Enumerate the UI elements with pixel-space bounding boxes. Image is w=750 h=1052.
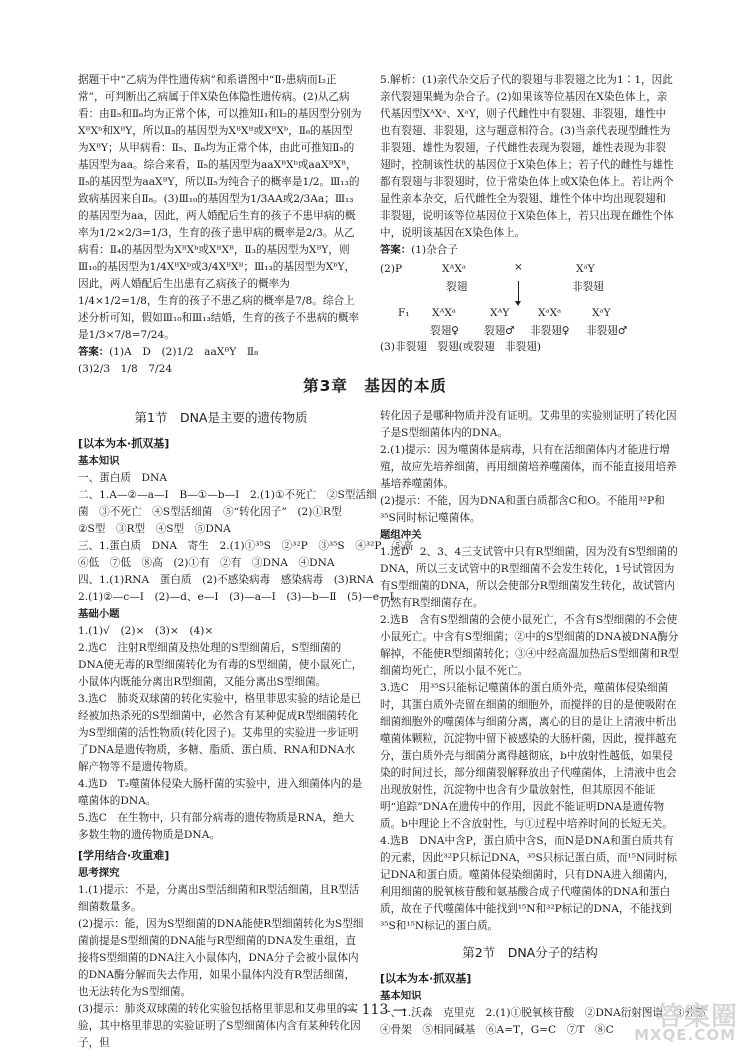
- answer-right-3: (3)非裂翅 裂翅(或裂翅 非裂翅): [380, 341, 541, 353]
- cross-f1-genotype: XᵃY: [592, 307, 611, 319]
- cross-p-label: (2)P: [380, 263, 403, 275]
- answer-item: 1.(1)提示：不是，分离出S型活细菌和R型活细菌，且R型活细菌数量多。: [78, 884, 360, 913]
- fill-line: ②S型 ③R型 ④S型 ⑤DNA: [78, 523, 231, 535]
- question-item: 4.选B DNA中含P，蛋白质中含S，而N是DNA和蛋白质共有的元素，因此³²P只标记DNA，³⁵S只标记蛋白质，而¹⁵N同时标记DNA和蛋白质。噬菌体侵染细菌时，只有DNA进入细菌内，利用细菌的脱氧核苷酸和氨基酸合成子代噬菌体的DNA和蛋白质，故在子代噬菌体中能找到¹⁵N和³²P标记的DNA，不能找到³⁵S和¹⁵N标记的蛋白质。: [380, 835, 678, 932]
- fill-line: 菌 ③不死亡 ④S型活细菌 ⑤“转化因子” (2)①R型: [78, 506, 342, 518]
- fill-line: 三、1.蛋白质 DNA 寄生 2.(1)①³⁵S ②³²P ③³⁵S ④³²P ⑤高: [78, 540, 414, 552]
- section-title: 第1节 DNA是主要的遗传物质: [134, 410, 308, 425]
- down-arrow-icon: [518, 281, 519, 303]
- question-item: 2.选C 注射R型细菌及热处理的S型细菌后，S型细菌的DNA使无毒的R型细菌转化为有毒的S型细菌，使小鼠死亡，小鼠体内既能分离出R型细菌，又能分离出S型细菌。: [78, 642, 363, 688]
- watermark-url: MXQE.COM: [634, 1026, 736, 1044]
- question-item: 4.选D T₂噬菌体侵染大肠杆菌的实验中，进入细菌体内的是噬菌体的DNA。: [78, 778, 363, 807]
- fill-line: 二、1.A—②—a—Ⅰ B—①—b—Ⅰ 2.(1)①不死亡 ②S型活细: [78, 489, 377, 501]
- question-item: 1.(1)√ (2)× (3)× (4)×: [78, 625, 214, 637]
- cross-f1-label: F₁: [398, 307, 410, 319]
- subheading: 基本知识: [78, 455, 120, 467]
- answer-line-2: (3)2/3 1/8 7/24: [78, 363, 173, 375]
- question-item: 3.选C 肺炎双球菌的转化实验中，格里菲思实验的结论是已经被加热杀死的S型细菌中，必然含有某种促成R型细菌转化为S型细菌的活性物质(转化因子)。艾弗里的实验进一步证明了DNA是遗传物质，多糖、脂质、蛋白质、RNA和DNA水解产物等不是遗传物质。: [78, 693, 362, 773]
- cross-f1-phenotype: 非裂翅♀: [530, 325, 570, 337]
- cross-p-female-pheno: 裂翅: [446, 281, 468, 293]
- fill-line: ④骨架 ⑤相同碱基 ⑥A=T，G=C ⑦T ⑧C: [380, 1024, 614, 1036]
- fill-line: 2.(1)②—c—Ⅰ (2)—d、e—Ⅰ (3)—a—Ⅰ (3)—b—Ⅱ (5)—e—Ⅰ: [78, 591, 394, 603]
- top-left-column: [78, 72, 362, 378]
- question-item: 3.选C 用³⁵S只能标记噬菌体的蛋白质外壳，噬菌体侵染细菌时，其蛋白质外壳留在细菌的细胞外，而搅拌的目的是使吸附在细菌细胞外的噬菌体与细菌分离，离心的目的是让上清液中析出噬菌体颗粒，沉淀物中留下被感染的大肠杆菌，因此，搅拌越充分，蛋白质外壳与细菌分离得越彻底，b中放射性越低，如果侵染的时间过长，部分细菌裂解释放出子代噬菌体，上清液中也会出现放射性，沉淀物中也含有少量放射性，但其原因不能证明“追踪”DNA在遗传中的作用，因此不能证明DNA是遗传物质。b中理论上不含放射性，与①过程中培养时间的长短无关。: [380, 682, 677, 830]
- cross-f1-phenotype: 裂翅♀: [430, 325, 459, 337]
- fill-line: 一、蛋白质 DNA: [78, 472, 167, 484]
- question-item: 1.选D 2、3、4三支试管中只有R型细菌，因为没有S型细菌的DNA，所以三支试管中的R型细菌不会发生转化，1号试管因为有S型细菌的DNA，所以会使部分R型细菌发生转化，故试管内仍然有R型细菌存在。: [380, 546, 678, 609]
- chapter-title: 第3章 基因的本质: [303, 377, 447, 395]
- answer-item: 2.(1)提示：因为噬菌体是病毒，只有在活细菌体内才能进行增殖，故应先培养细菌，再用细菌培养噬菌体，而不能直接用培养基培养噬菌体。: [380, 444, 677, 490]
- cross-sign: ×: [514, 261, 523, 273]
- subheading: 思考探究: [78, 867, 120, 879]
- top-right-explanation: 5.解析：(1)亲代杂交后子代的裂翅与非裂翅之比为1∶1，因此亲代裂翅果蝇为杂合子。(2)如果该等位基因在X染色体上，亲代基因型XᴬXᵃ、XᵃY，则子代雌性中有裂翅、非裂翅，雄性中也有裂翅、非裂翅，这与题意相符合。(3)当亲代表现型雌性为非裂翅、雄性为裂翅，子代雌性表现为裂翅，雄性表现为非裂翅时，控制该性状的基因位于X染色体上；若子代的雌性与雄性都有裂翅与非裂翅时，位于常染色体上或X染色体上。若让两个显性亲本杂交，后代雌性全为裂翅、雄性个体中均出现裂翅和非裂翅，说明该等位基因位于X染色体上，若只出现在雌性个体中，说明该基因在X染色体上。: [380, 74, 674, 239]
- bracket-heading: [以本为本·抓双基]: [78, 437, 170, 450]
- fill-line: ⑥低 ⑦低 ⑧高 (2)①有 ②有 ③DNA ④DNA: [78, 557, 335, 569]
- cross-f1-phenotype: 裂翅♂: [484, 325, 515, 337]
- cross-f1-genotype: XᴬY: [490, 307, 510, 319]
- answer-item: (3)提示：肺炎双球菌的转化实验包括格里菲思和艾弗里的实验，其中格里菲思的实验证明了S型细菌体内含有某种转化因子，但: [78, 1003, 361, 1049]
- question-item: 5.选C 在生物中，只有部分病毒的遗传物质是RNA，绝大多数生物的遗传物质是DNA。: [78, 812, 355, 841]
- fill-line: 四、1.(1)RNA 蛋白质 (2)不感染病毒 感染病毒 (3)RNA: [78, 574, 374, 586]
- cross-f1-genotype: XᵃXᵃ: [538, 307, 562, 319]
- subheading: 基础小题: [78, 608, 120, 620]
- answer-label: 答案：: [78, 346, 110, 358]
- genetic-cross-diagram: [380, 261, 676, 339]
- section-title-2: 第2节 DNA分子的结构: [462, 945, 598, 960]
- question-item: 2.选B 含有S型细菌的会使小鼠死亡，不含有S型细菌的不会使小鼠死亡。中含有S型细菌；②中的S型细菌的DNA被DNA酶分解掉，不能使R型细菌转化；③④中经高温加热后S型细菌和R型细菌均死亡，所以小鼠不死亡。: [380, 614, 679, 677]
- page-number: — 113 —: [343, 1002, 407, 1018]
- answer-item: (2)提示：能，因为S型细菌的DNA能使R型细菌转化为S型细菌前提是S型细菌的DNA能与R型细菌的DNA发生重组，直接将S型细菌的DNA注入小鼠体内，DNA分子会被小鼠体内的DNA酶分解而失去作用，如果小鼠体内没有R型活细菌，也无法转化为S型细菌。: [78, 918, 364, 998]
- subheading: 题组冲关: [380, 529, 422, 541]
- top-right-column: [380, 72, 676, 356]
- cross-p-male-pheno: 非裂翅: [572, 281, 604, 293]
- watermark-logo: 答案圈: [656, 1002, 738, 1032]
- answer-line-1: (1)A D (2)1/2 aaXᴮY Ⅱ₈: [109, 346, 259, 358]
- cross-p-male: XᵃY: [576, 263, 595, 275]
- cross-f1-genotype: XᴬXᵃ: [432, 307, 456, 319]
- subheading: 基本知识: [380, 990, 422, 1002]
- top-left-explanation: 据题干中“乙病为伴性遗传病”和系谱图中“Ⅱ₇患病而Ⅰ₂正常”，可判断出乙病属于伴X染色体隐性遗传病。(2)从乙病看：由Ⅱ₅和Ⅱ₆均为正常个体，可以推知Ⅰ₁和Ⅰ₂的基因型分别为XᴮXᵇ和XᴮY，所以Ⅱ₅的基因型为XᴮXᴮ或XᴮXᵇ，Ⅱ₆的基因型为XᴮY；从甲病看：Ⅱ₅、Ⅱ₆均为正常个体，由此可推知Ⅱ₅的基因型为aa。综合来看，Ⅱ₅的基因型为aaXᴮXᵇ或aaXᴮXᴮ，Ⅱ₅的基因型为aaXᴮY，所以Ⅱ₅为纯合子的概率是1/2。Ⅲ₁₃的致病基因来自Ⅱ₈。(3)Ⅲ₁₀的基因型为1/3AA或2/3Aa；Ⅲ₁₃的基因型为aa，因此，两人婚配后生育的孩子不患甲病的概率为1/2×2/3=1/3，生育的孩子患甲病的概率是2/3。从乙病看：Ⅱ₄的基因型为XᴮXᵇ或XᴮXᴮ，Ⅱ₃的基因型为XᴮY，则Ⅲ₁₀的基因型为1/4XᴮXᵇ或3/4XᴮXᴮ；Ⅲ₁₃的基因型为XᵇY，因此，两人婚配后生出患有乙病孩子的概率为1/4×1/2=1/8，生育的孩子不患乙病的概率是7/8。综合上述分析可知，假如Ⅲ₁₀和Ⅲ₁₃结婚，生育的孩子不患病的概率是1/3×7/8=7/24。: [78, 74, 362, 341]
- continued-text: 转化因子是哪种物质并没有证明。艾弗里的实验则证明了转化因子是S型细菌体内的DNA。: [380, 410, 677, 439]
- answer-item: (2)提示：不能，因为DNA和蛋白质都含C和O。不能用³²P和³⁵S同时标记噬菌体。: [380, 495, 665, 524]
- cross-f1-phenotype: 非裂翅♂: [586, 325, 628, 337]
- bracket-heading: [学用结合·攻重难]: [78, 849, 170, 862]
- bracket-heading: [以本为本·抓双基]: [380, 972, 472, 985]
- answer-label-2: 答案：: [380, 244, 412, 256]
- answer-right-1: (1)杂合子: [411, 244, 458, 256]
- fill-line: 一、1.沃森 克里克 2.(1)①脱氧核苷酸 ②DNA衍射图谱 ③外部: [380, 1007, 706, 1019]
- cross-p-female: XᴬXᵃ: [442, 263, 466, 275]
